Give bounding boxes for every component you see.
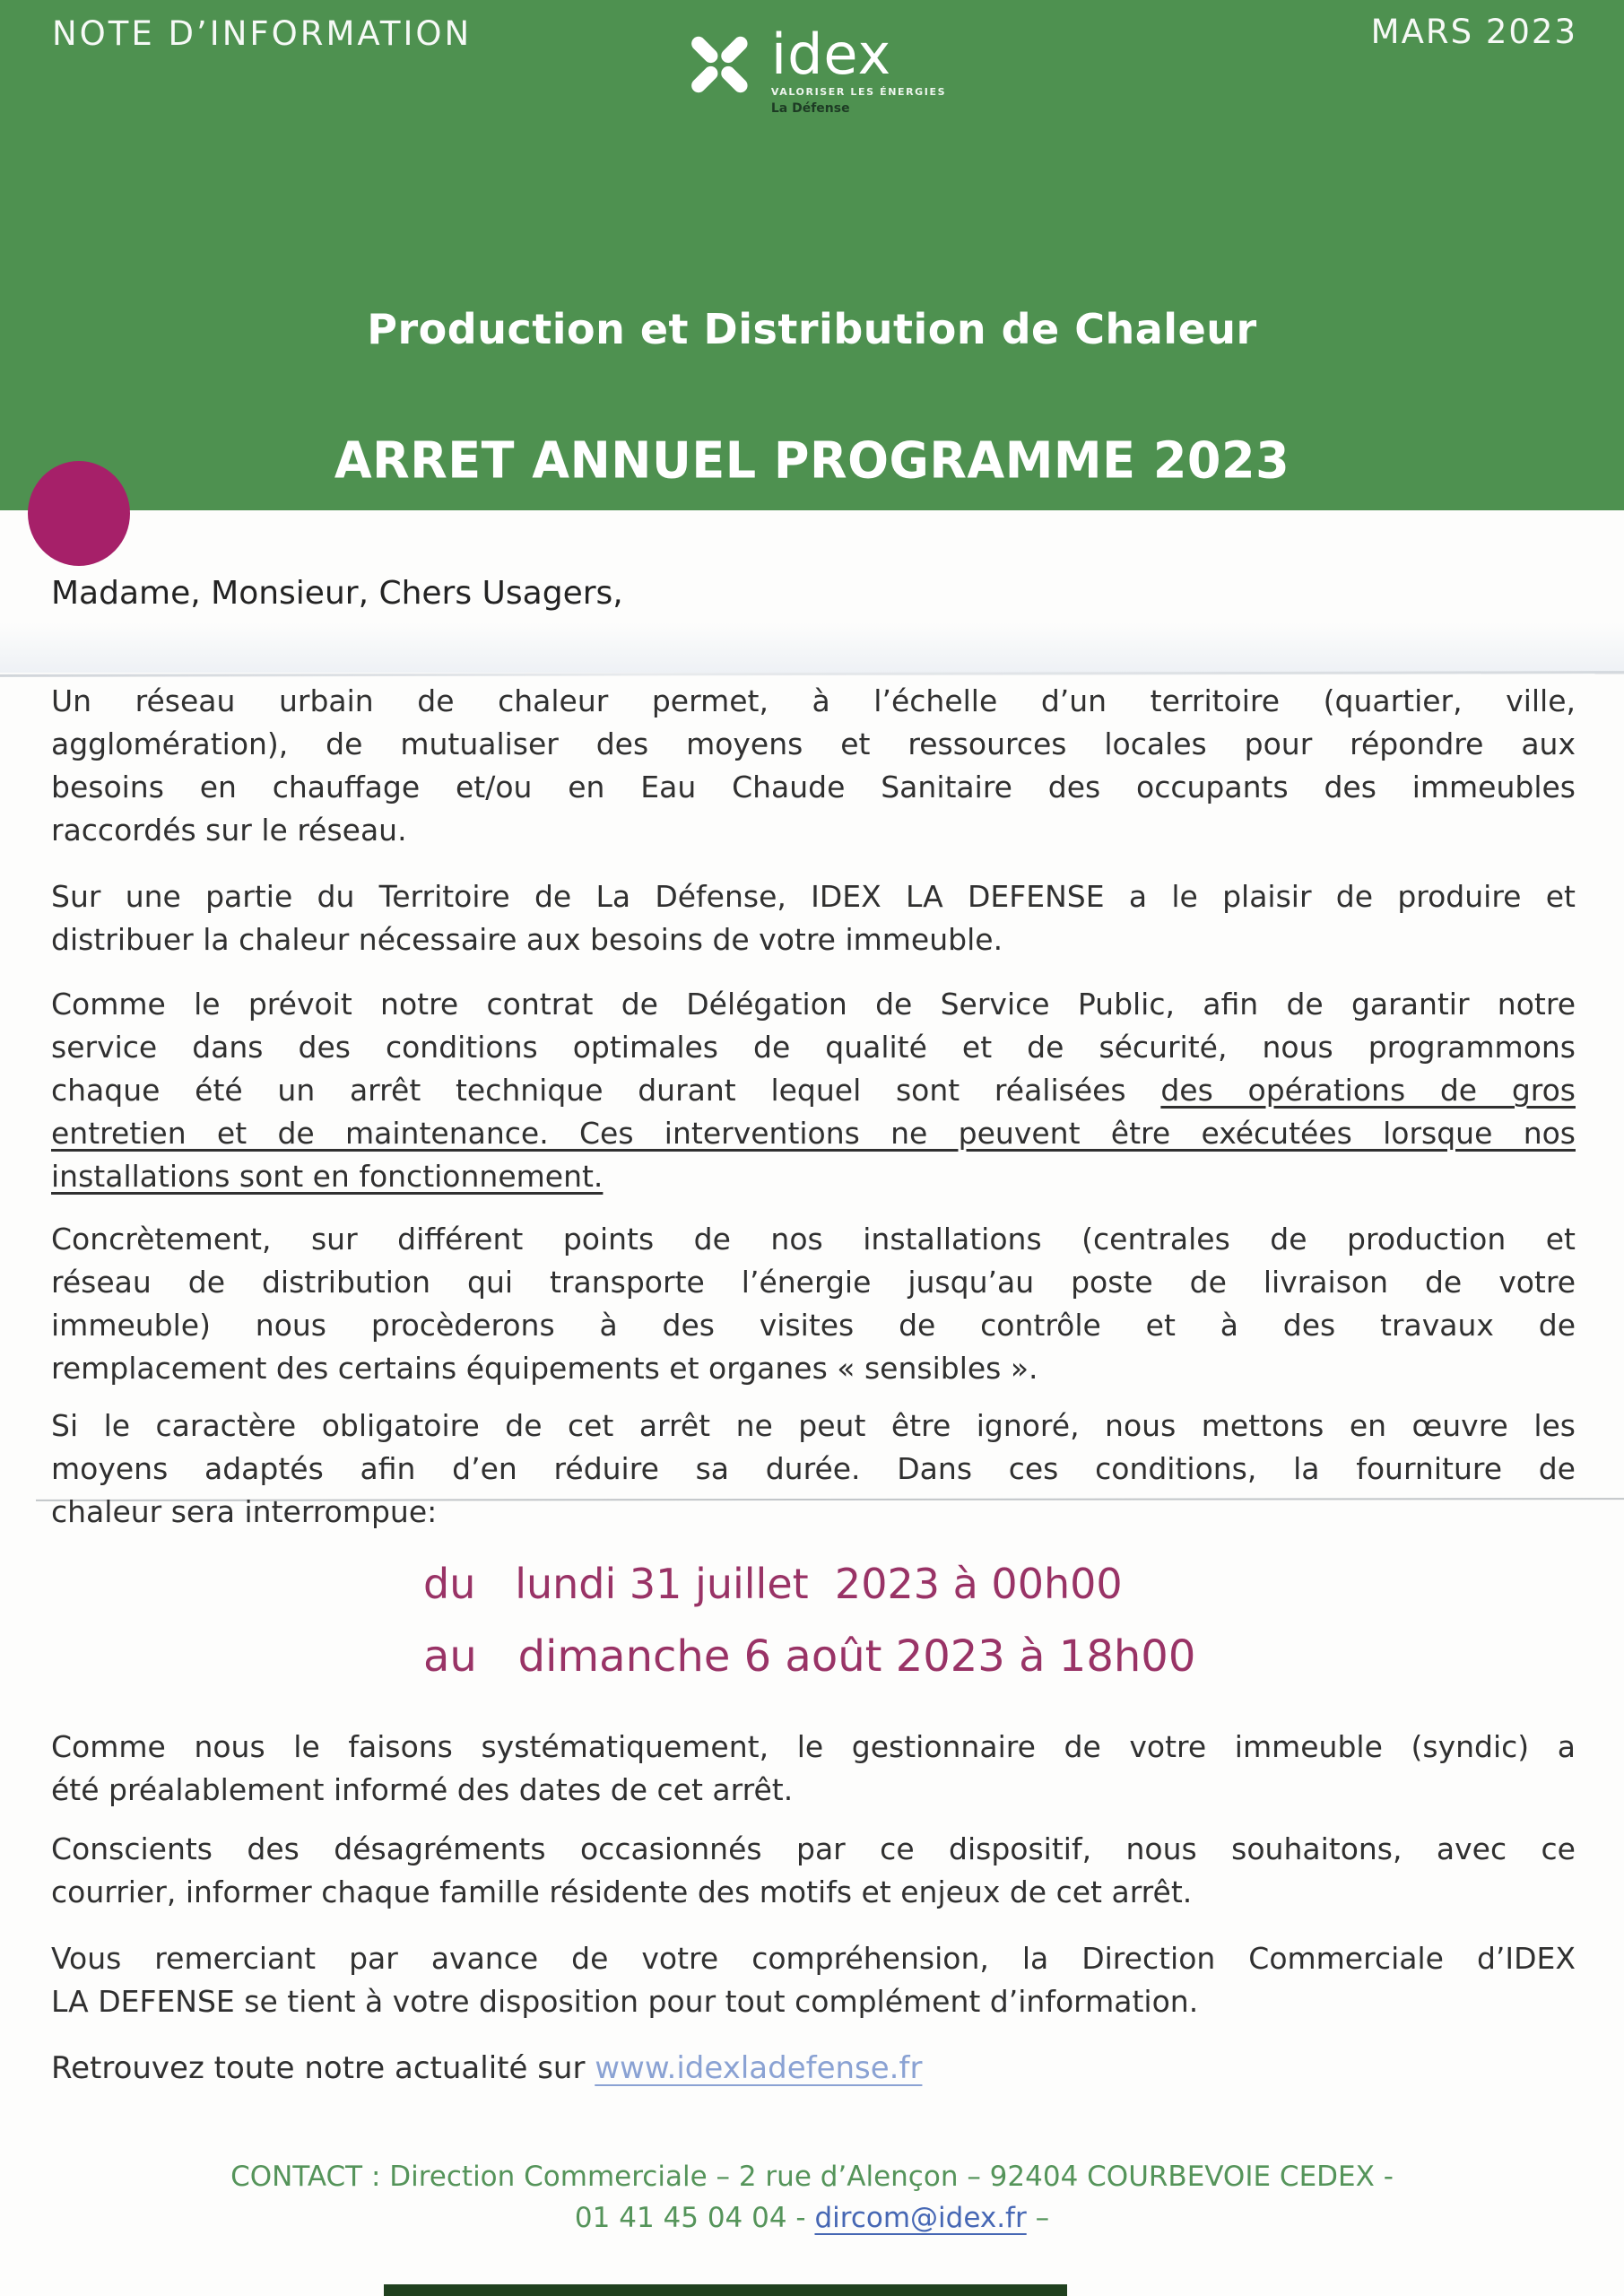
idex-logo	[678, 23, 946, 116]
text-line: chaleur sera interrompue:	[51, 1494, 438, 1529]
text-line: immeuble) nous procèderons à des visites de contrôle et à des travaux de	[51, 1308, 1576, 1343]
logo-text	[770, 22, 947, 116]
shutdown-end-date: au dimanche 6 août 2023 à 18h00	[423, 1631, 1196, 1682]
contact-phone-line	[0, 2197, 1624, 2239]
text-line: agglomération), de mutualiser des moyens et ressources locales pour répondre aux	[51, 726, 1576, 761]
contact-footer	[0, 2156, 1624, 2239]
shutdown-start-date: du lundi 31 juillet 2023 à 00h00	[423, 1560, 1123, 1608]
text-line: Sur une partie du Territoire de La Défense, IDEX LA DEFENSE a le plaisir de produire et	[51, 879, 1576, 914]
paragraph-network-intro	[51, 680, 1576, 852]
underlined-text-line: installations sont en fonctionnement.	[51, 1159, 604, 1194]
paragraph-operations	[51, 1218, 1576, 1390]
logo-region: La Défense	[770, 101, 850, 116]
text-line: Comme le prévoit notre contrat de Délégation de Service Public, afin de garantir notre	[51, 987, 1576, 1022]
text-segment: chaque été un arrêt technique durant lequel sont réalisées	[51, 1073, 1161, 1108]
accent-circle	[28, 461, 130, 566]
issue-date: MARS 2023	[1370, 13, 1577, 51]
text-line: moyens adaptés afin d’en réduire sa durée. Dans ces conditions, la fourniture de	[51, 1451, 1576, 1486]
salutation: Madame, Monsieur, Chers Usagers,	[51, 575, 623, 612]
website-prefix: Retrouvez toute notre actualité sur	[51, 2050, 595, 2086]
contact-suffix: –	[1026, 2202, 1050, 2234]
scan-edge-strip	[384, 2284, 1067, 2296]
note-kicker: NOTE D’INFORMATION	[52, 14, 473, 53]
text-line: Un réseau urbain de chaleur permet, à l’échelle d’un territoire (quartier, ville,	[51, 683, 1576, 718]
text-line: Comme nous le faisons systématiquement, le gestionnaire de votre immeuble (syndic) a	[51, 1729, 1576, 1764]
logo-tagline: VALORISER LES ÉNERGIES	[770, 86, 947, 98]
text-line: Si le caractère obligatoire de cet arrêt ne peut être ignoré, nous mettons en œuvre les	[51, 1408, 1576, 1443]
idex-x-icon	[678, 23, 760, 106]
text-line: raccordés sur le réseau.	[51, 813, 407, 848]
text-line: Concrètement, sur différent points de nos installations (centrales de production et	[51, 1222, 1576, 1257]
contact-phone: 01 41 45 04 04 -	[574, 2202, 815, 2234]
text-line: Vous remerciant par avance de votre compréhension, la Direction Commerciale d’IDEX	[51, 1941, 1576, 1976]
paragraph-website	[51, 2047, 1576, 2090]
paragraph-idex-role	[51, 875, 1576, 961]
paragraph-thanks	[51, 1937, 1576, 2023]
shutdown-dates	[51, 1557, 1576, 1684]
text-line: remplacement des certains équipements et organes « sensibles ».	[51, 1351, 1038, 1386]
paragraph-interruption-notice	[51, 1405, 1576, 1534]
text-line: courrier, informer chaque famille résidente des motifs et enjeux de cet arrêt.	[51, 1874, 1193, 1909]
contact-address-line: CONTACT : Direction Commerciale – 2 rue d’Alençon – 92404 COURBEVOIE CEDEX -	[230, 2161, 1394, 2193]
text-line: Conscients des désagréments occasionnés par ce dispositif, nous souhaitons, avec ce	[51, 1831, 1576, 1866]
website-link[interactable]: www.idexladefense.fr	[595, 2050, 923, 2086]
logo-brand: idex	[770, 22, 892, 87]
paragraph-apology	[51, 1828, 1576, 1914]
underlined-text-segment: des opérations de gros	[1160, 1073, 1576, 1108]
header-band	[0, 0, 1624, 510]
text-line: distribuer la chaleur nécessaire aux besoins de votre immeuble.	[51, 922, 1003, 957]
text-line: été préalablement informé des dates de cet arrêt.	[51, 1772, 794, 1807]
text-line: besoins en chauffage et/ou en Eau Chaude Sanitaire des occupants des immeubles	[51, 770, 1576, 804]
document-title: Production et Distribution de Chaleur	[367, 305, 1257, 353]
underlined-text-line: entretien et de maintenance. Ces interventions ne peuvent être exécutées lorsque nos	[51, 1116, 1576, 1151]
contact-email-link[interactable]: dircom@idex.fr	[814, 2202, 1027, 2234]
document-subtitle: ARRET ANNUEL PROGRAMME 2023	[334, 430, 1290, 491]
text-line: LA DEFENSE se tient à votre disposition pour tout complément d’information.	[51, 1984, 1199, 2019]
letter-body	[51, 574, 1576, 2090]
text-line: service dans des conditions optimales de qualité et de sécurité, nous programmons	[51, 1030, 1576, 1065]
paragraph-contract	[51, 983, 1576, 1198]
paragraph-syndic-informed	[51, 1726, 1576, 1812]
text-line	[51, 1069, 1576, 1112]
text-line: réseau de distribution qui transporte l’énergie jusqu’au poste de livraison de votre	[51, 1265, 1576, 1300]
